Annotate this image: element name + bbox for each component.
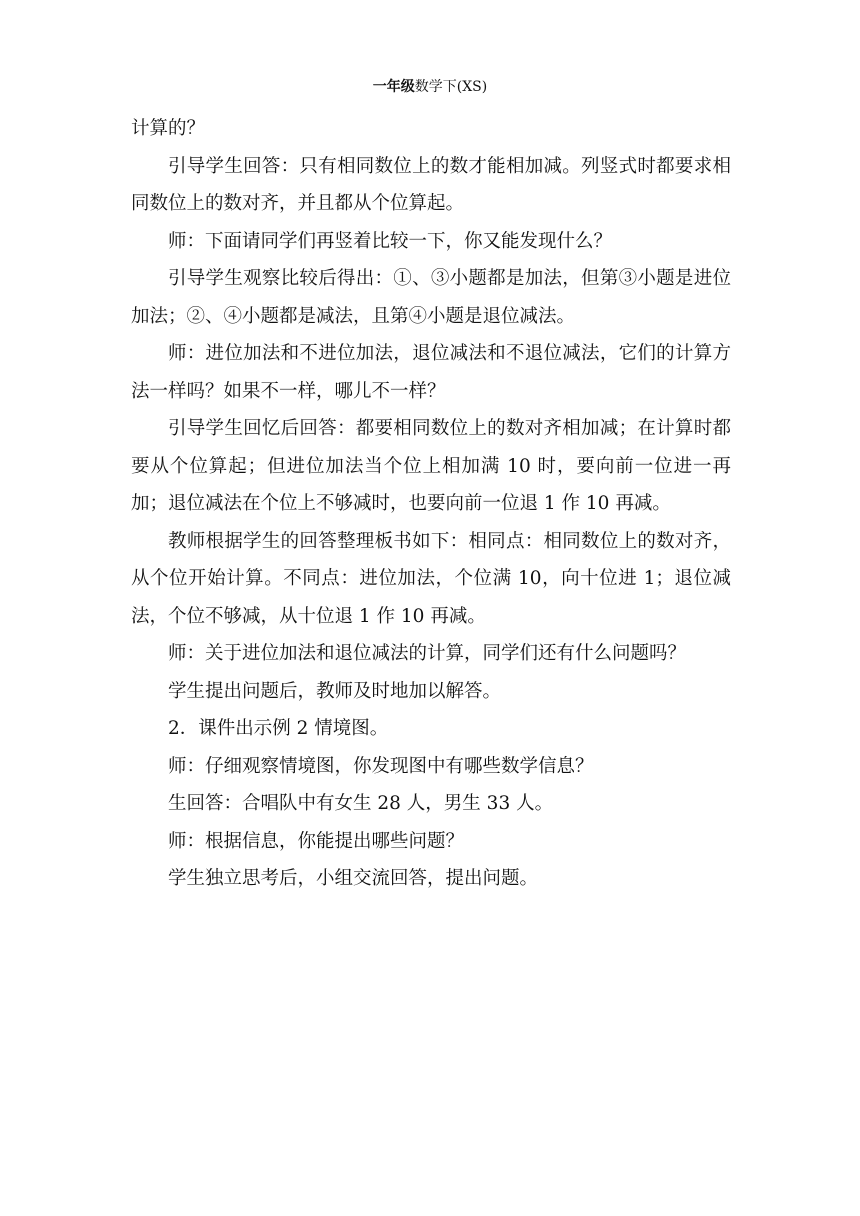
paragraph: 师：进位加法和不进位加法，退位减法和不退位减法，它们的计算方法一样吗？如果不一样，哪儿不一样？: [131, 343, 731, 402]
page-header: [0, 78, 860, 96]
paragraph: 师：仔细观察情境图，你发现图中有哪些数学信息？: [168, 755, 594, 777]
header-grade: 一年级: [372, 79, 415, 95]
paragraph: 学生提出问题后，教师及时地加以解答。: [168, 680, 502, 702]
paragraph: 师：关于进位加法和退位减法的计算，同学们还有什么问题吗？: [168, 643, 687, 664]
paragraph: 引导学生观察比较后得出：①、③小题都是加法，但第③小题是进位加法；②、④小题都是减法，且第④小题是退位减法。: [131, 268, 731, 327]
paragraph: 引导学生回答：只有相同数位上的数才能相加减。列竖式时都要求相同数位上的数对齐，并且都从个位算起。: [131, 155, 731, 214]
paragraph: 生回答：合唱队中有女生 28 人，男生 33 人。: [168, 793, 554, 814]
paragraph: 2．课件出示例 2 情境图。: [168, 718, 389, 739]
paragraph: 引导学生回忆后回答：都要相同数位上的数对齐相加减；在计算时都要从个位算起；但进位加法当个位上相加满 10 时，要向前一位进一再加；退位减法在个位上不够减时，也要向前一位退 1 作 10 再减。: [131, 418, 731, 514]
paragraph: 师：下面请同学们再竖着比较一下，你又能发现什么？: [168, 230, 613, 252]
paragraph-continuation: 计算的？: [131, 118, 206, 139]
paragraph: 学生独立思考后，小组交流回答，提出问题。: [168, 868, 539, 889]
paragraph: 师：根据信息，你能提出哪些问题？: [168, 830, 465, 852]
header-subject: 数学下(XS): [414, 79, 488, 95]
paragraph: 教师根据学生的回答整理板书如下：相同点：相同数位上的数对齐，从个位开始计算。不同点：进位加法，个位满 10，向十位进 1；退位减法，个位不够减，从十位退 1 作 10 再减。: [131, 530, 731, 627]
document-body: [131, 110, 731, 898]
